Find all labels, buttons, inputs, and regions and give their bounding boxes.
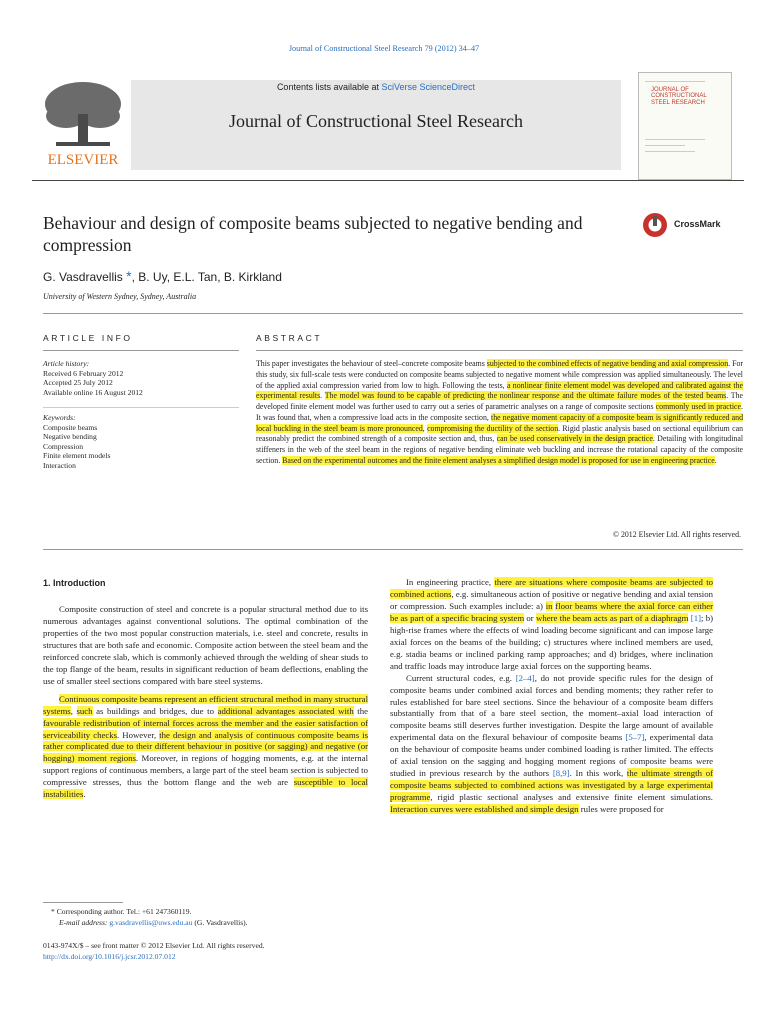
highlight: the negative moment capacity of a composite beam is significantly reduced and local buckling in the steel beam is more pronounced (256, 412, 743, 433)
sciencedirect-link[interactable]: SciVerse ScienceDirect (381, 82, 476, 92)
received-date: Received 6 February 2012 (43, 368, 124, 378)
reference-link[interactable]: [1] (690, 612, 701, 623)
reference-link[interactable]: [8,9] (552, 768, 570, 779)
history-label: Article history: (43, 359, 90, 368)
journal-masthead (131, 94, 621, 170)
highlight: commonly used in practice (655, 402, 742, 411)
header-rule (32, 180, 744, 181)
crossmark-icon (642, 212, 668, 238)
contents-band (131, 80, 621, 94)
footnote (43, 907, 363, 928)
contents-prefix: Contents lists available at (276, 82, 382, 92)
divider (43, 407, 239, 408)
cover-title: JOURNAL OF CONSTRUCTIONAL STEEL RESEARCH (651, 87, 707, 106)
corresponding-author-note: * Corresponding author. Tel.: +61 247360119. (51, 907, 192, 916)
crossmark-label: CrossMark (674, 219, 721, 229)
abstract-text: This paper investigates the behaviour of steel–concrete composite beams subjected to the combined effects of negative bending and axial compression. For this study, six full-scale tests were conducted on composite beams subjected to negative moment while compression was applied simultaneously. The level of the applied axial compression varied from low to high. Following the tests, a nonlinear finite element model was developed and calibrated against the experimental results. The model was found to be capable of predicting the nonlinear response and the ultimate failure modes of the tested beams. The developed finite element model was further used to carry out a series of parametric analyses on a range of composite sections commonly used in practice. It was found that, when a compressive load acts in the composite section, the negative moment capacity of a composite beam is significantly reduced and local buckling in the steel beam is more pronounced, compromising the ductility of the section. Rigid plastic analysis based on sectional equilibrium can reasonably predict the combined strength of a composite section and, thus, can be used conservatively in the design practice. Detailing with longitudinal stiffeners in the web of the steel beam in the regions of negative bending eliminate web buckling and increase the rotational capacity of the composite section. Based on the experimental outcomes and the finite element analyses a simplified design model is proposed for use in engineering practice. (256, 359, 744, 465)
keywords-label: Keywords: (43, 413, 76, 422)
journal-title: Journal of Constructional Steel Research (229, 111, 523, 131)
paragraph: In engineering practice, there are situations where composite beams are subjected to combined actions, e.g. simultaneous action of positive or negative bending and axial tension or compression. Such examples include: a) in floor beams where the axial force can either be as part of a specific bracing system or where the beam acts as part of a diaphragm [1]; b) high-rise frames where the effects of wind loading become significant and can impose large axial forces on the beams of the building; c) structures where inclined members are used, e.g. stadia beams or inclined parking ramp approaches; and d) bridges, where inclination and traffic loads may introduce large axial forces on the supporting beams. (390, 577, 714, 671)
keyword: Compression (43, 441, 84, 451)
article-history (43, 359, 243, 397)
affiliation: University of Western Sydney, Sydney, Australia (43, 292, 197, 301)
paragraph: Composite construction of steel and concrete is a popular structural method due to its numerous advantages against conventional solutions. The optimal combination of the properties of the two most popular construction materials, i.e. steel and concrete, results in structures that are both safe and economic. Composite action between the steel beam and the reinforced concrete slab, which is commonly achieved through the welding of shear studs to the top flange of the beam, results in significant reduction of beam deflections, enabling the use of smaller steel sections compared with bare steel systems. (43, 604, 368, 686)
elsevier-tree-logo (38, 76, 128, 168)
journal-citation[interactable]: Journal of Constructional Steel Research 79 (2012) 34–47 (288, 44, 480, 53)
abstract-heading: ABSTRACT (256, 333, 323, 343)
corresponding-author-mark[interactable]: * (126, 268, 132, 284)
reference-link[interactable]: [2–4] (515, 672, 535, 683)
online-date: Available online 16 August 2012 (43, 387, 143, 397)
keywords (43, 413, 243, 471)
reference-link[interactable]: [5–7] (625, 732, 645, 743)
keyword: Interaction (43, 460, 76, 470)
highlight: The model was found to be capable of predicting the nonlinear response and the ultimate failure modes of the tested beams (324, 391, 727, 401)
first-author[interactable]: G. Vasdravellis (43, 270, 127, 284)
divider (43, 549, 743, 550)
paragraph: Current structural codes, e.g. [2–4], do not provide specific rules for the design of composite beams under combined axial forces and bending moments; they rather refer to rules established for bare steel sections. Since the behaviour of a composite beam differs substantially from that of a bare steel section, the moment–axial load interaction of composite beams still deserves further investigation. Despite the large amount of available experimental data on the flexural behaviour of composite beams [5–7], experimental data on the behaviour of composite beams under combined loading is rather limited. The effects of axial tension on the sagging and hogging moment regions of composite beams were studied in previous research by the authors [8,9]. In this work, the ultimate strength of composite beams subjected to combined actions was investigated by a large experimental programme, rigid plastic sectional analyses and extensive finite element simulations. Interaction curves were established and simple design rules were proposed for (390, 672, 714, 815)
divider (43, 313, 743, 314)
footer-metadata (43, 940, 265, 962)
publisher-logo-text: ELSEVIER (47, 152, 119, 168)
highlight: can be used conservatively in the design practice (496, 434, 653, 444)
email-link[interactable]: g.vasdravellis@uws.edu.au (109, 917, 193, 927)
highlight: compromising the ductility of the section (427, 423, 559, 433)
co-authors: , B. Uy, E.L. Tan, B. Kirkland (131, 270, 282, 284)
author-list (43, 268, 282, 284)
keyword: Negative bending (43, 432, 97, 442)
body-column-right (390, 577, 713, 816)
keyword: Composite beams (43, 422, 98, 432)
paragraph: Continuous composite beams represent an efficient structural method in many structural systems, such as buildings and bridges, due to additional advantages associated with the favourable redistribution of internal forces across the member and the easier satisfaction of serviceability checks. However, the design and analysis of continuous composite beams is rather complicated due to their different behaviour in positive (or sagging) and negative (or hogging) moment regions. Moreover, in regions of hogging moments, e.g. at the internal support regions of continuous members, a large part of the steel beam section is subjected to compressive stresses, thus the bottom flange and the web are susceptible to local instabilities. (43, 693, 369, 800)
issn-line: 0143-974X/$ – see front matter © 2012 Elsevier Ltd. All rights reserved. (43, 941, 265, 950)
highlight: subjected to the combined effects of negative bending and axial compression (486, 359, 729, 368)
journal-cover-thumbnail[interactable] (638, 72, 732, 180)
abstract-copyright: © 2012 Elsevier Ltd. All rights reserved. (613, 530, 741, 539)
email-line: E-mail address: g.vasdravellis@uws.edu.au (G. Vasdravellis). (59, 917, 248, 927)
article-info-heading: ARTICLE INFO (43, 333, 133, 343)
crossmark-badge[interactable] (642, 212, 732, 238)
doi-link[interactable]: http://dx.doi.org/10.1016/j.jcsr.2012.07.012 (43, 952, 176, 961)
article-title: Behaviour and design of composite beams subjected to negative bending and compression (43, 213, 583, 255)
footnote-rule (43, 902, 123, 903)
body-column-left (43, 604, 368, 801)
accepted-date: Accepted 25 July 2012 (43, 378, 113, 388)
divider (256, 350, 743, 351)
keyword: Finite element models (43, 451, 111, 461)
highlight: Based on the experimental outcomes and the finite element analyses a simplified design model is proposed for use in engineering practice (282, 455, 715, 465)
divider (43, 350, 239, 351)
highlight: a nonlinear finite element model was developed and calibrated against the experimental results (256, 380, 743, 401)
section-heading: 1. Introduction (43, 578, 106, 588)
